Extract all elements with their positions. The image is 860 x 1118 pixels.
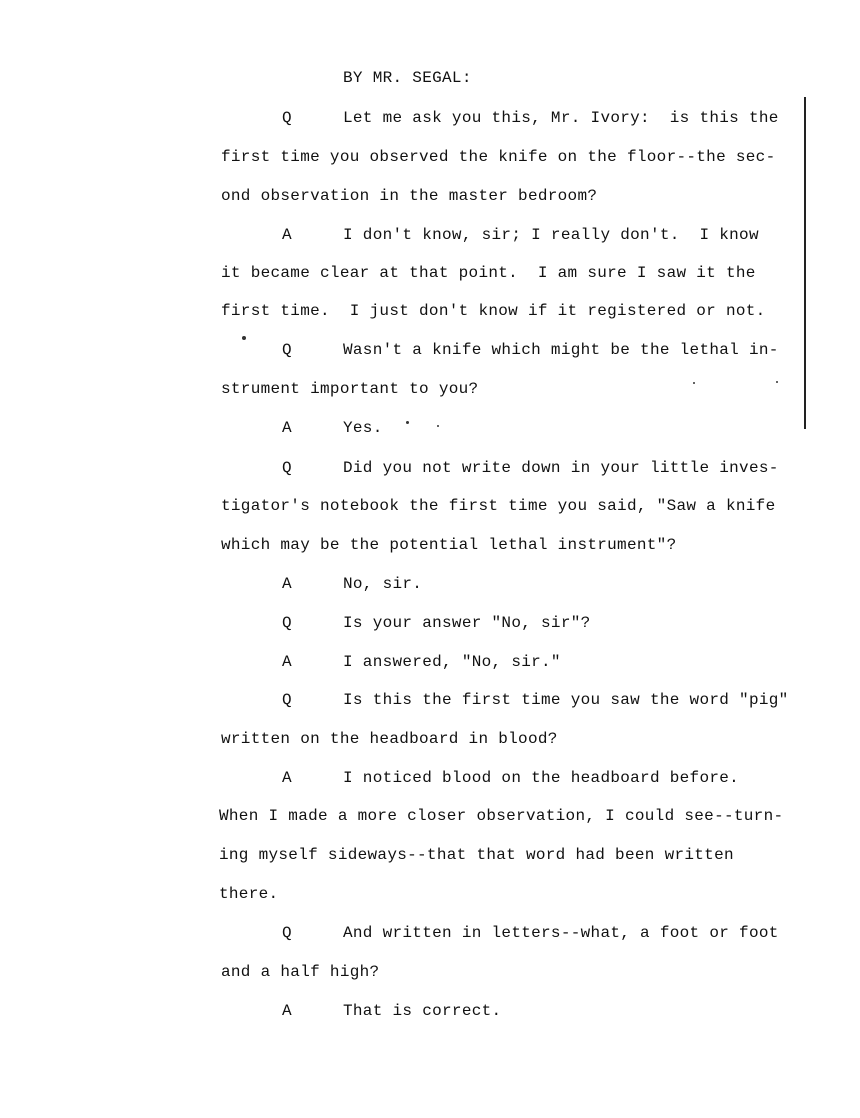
speaker-label: A [282,653,292,671]
testimony-line: And written in letters--what, a foot or foot [343,924,779,942]
speaker-label: Q [282,341,292,359]
testimony-line: No, sir. [343,575,423,593]
testimony-line: I answered, "No, sir." [343,653,561,671]
testimony-line: Is your answer "No, sir"? [343,614,591,632]
testimony-line: tigator's notebook the first time you said, "Saw a knife [221,497,776,515]
testimony-line: and a half high? [221,963,380,981]
testimony-line: Wasn't a knife which might be the lethal in- [343,341,779,359]
scan-speck [776,381,778,383]
testimony-line: I noticed blood on the headboard before. [343,769,740,787]
examiner-heading: BY MR. SEGAL: [343,69,472,87]
speaker-label: Q [282,691,292,709]
speaker-label: Q [282,924,292,942]
speaker-label: A [282,575,292,593]
testimony-line: Yes. [343,419,383,437]
margin-revision-bar [804,97,806,429]
scan-speck [242,336,246,340]
testimony-line: which may be the potential lethal instrument"? [221,536,677,554]
scan-speck [437,425,439,427]
testimony-line: When I made a more closer observation, I could see--turn- [219,807,784,825]
speaker-label: A [282,1002,292,1020]
speaker-label: A [282,226,292,244]
speaker-label: Q [282,459,292,477]
testimony-line: strument important to you? [221,380,479,398]
testimony-line: I don't know, sir; I really don't. I know [343,226,759,244]
testimony-line: first time you observed the knife on the floor--the sec- [221,148,776,166]
speaker-label: A [282,419,292,437]
speaker-label: A [282,769,292,787]
scan-speck [693,382,695,384]
speaker-label: Q [282,614,292,632]
testimony-line: That is correct. [343,1002,502,1020]
testimony-line: ond observation in the master bedroom? [221,187,598,205]
testimony-line: Did you not write down in your little inves- [343,459,779,477]
testimony-line: there. [219,885,279,903]
testimony-line: written on the headboard in blood? [221,730,558,748]
testimony-line: first time. I just don't know if it registered or not. [221,302,766,320]
testimony-line: Let me ask you this, Mr. Ivory: is this the [343,109,779,127]
scan-speck [406,421,409,424]
speaker-label: Q [282,109,292,127]
testimony-line: ing myself sideways--that that word had been written [219,846,734,864]
testimony-line: Is this the first time you saw the word "pig" [343,691,789,709]
testimony-line: it became clear at that point. I am sure I saw it the [221,264,756,282]
